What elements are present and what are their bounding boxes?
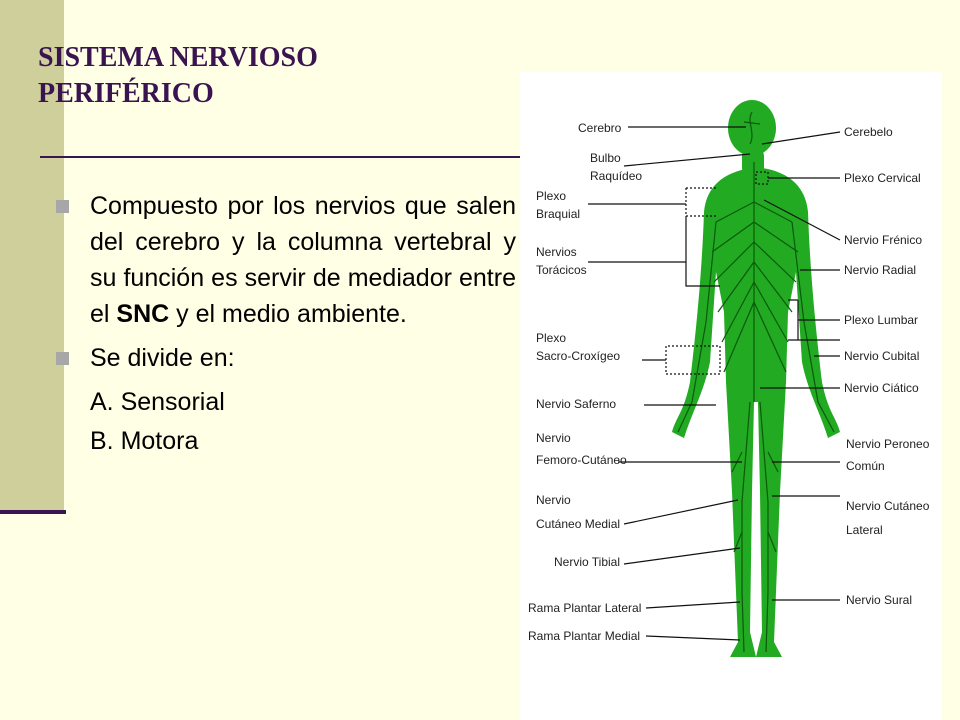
- label-nervio-sural: Nervio Sural: [846, 593, 913, 607]
- label-femoro-2: Femoro-Cutáneo: [536, 453, 627, 467]
- bullet-division-text: Se divide en:: [90, 344, 235, 372]
- nervous-system-diagram: [520, 72, 942, 720]
- slide-title: [38, 40, 318, 112]
- label-nervio-saferno: Nervio Saferno: [536, 397, 617, 411]
- label-bulbo-1: Bulbo: [590, 151, 621, 165]
- label-cerebelo: Cerebelo: [844, 125, 893, 139]
- slide-title-line-2: PERIFÉRICO: [38, 78, 214, 109]
- label-cutaneo-lateral-1: Nervio Cutáneo: [846, 499, 930, 513]
- label-plexo-cervical: Plexo Cervical: [844, 171, 921, 185]
- title-underline: [40, 156, 530, 158]
- slide-title-line-1: SISTEMA NERVIOSO: [38, 42, 318, 73]
- label-plexo-braquial-1: Plexo: [536, 189, 567, 203]
- label-plexo-lumbar: Plexo Lumbar: [844, 313, 919, 327]
- square-bullet-icon: [56, 200, 69, 213]
- bullet-division: [50, 340, 516, 376]
- label-plexo-sacro-1: Plexo: [536, 331, 567, 345]
- label-peroneo-1: Nervio Peroneo: [846, 437, 930, 451]
- nervous-system-svg: [520, 72, 942, 720]
- label-bulbo-2: Raquídeo: [590, 169, 643, 183]
- right-labels: [844, 125, 930, 607]
- label-nervios-toracicos-1: Nervios: [536, 245, 577, 259]
- bullet-definition-text-2: y el medio ambiente.: [169, 300, 407, 328]
- label-nervio-cubital: Nervio Cubital: [844, 349, 920, 363]
- label-cutaneo-lateral-2: Lateral: [846, 523, 883, 537]
- label-cutaneo-medial-2: Cutáneo Medial: [536, 517, 621, 531]
- label-nervios-toracicos-2: Torácicos: [536, 263, 587, 277]
- label-rama-plantar-medial: Rama Plantar Medial: [528, 629, 641, 643]
- bullet-definition: [50, 188, 516, 332]
- label-rama-plantar-lateral: Rama Plantar Lateral: [528, 601, 642, 615]
- label-plexo-braquial-2: Braquial: [536, 207, 581, 221]
- label-nervio-frenico: Nervio Frénico: [844, 233, 923, 247]
- label-femoro-1: Nervio: [536, 431, 571, 445]
- label-peroneo-2: Común: [846, 459, 885, 473]
- decorative-bar-tick: [0, 510, 66, 514]
- label-nervio-radial: Nervio Radial: [844, 263, 917, 277]
- label-nervio-ciatico: Nervio Ciático: [844, 381, 919, 395]
- label-cutaneo-medial-1: Nervio: [536, 493, 571, 507]
- square-bullet-icon: [56, 352, 69, 365]
- list-item-motora: B. Motora: [90, 427, 199, 455]
- bullet-definition-text-1: Compuesto por los nervios que salen del cerebro y la columna vertebral y su función es servir de mediador entre el: [90, 192, 516, 328]
- bullet-definition-bold: SNC: [116, 300, 170, 328]
- label-nervio-tibial: Nervio Tibial: [554, 555, 621, 569]
- left-labels: [528, 121, 642, 643]
- list-item-sensorial: A. Sensorial: [90, 388, 225, 416]
- label-cerebro: Cerebro: [578, 121, 622, 135]
- slide-body: [50, 188, 516, 462]
- label-plexo-sacro-2: Sacro-Croxígeo: [536, 349, 621, 363]
